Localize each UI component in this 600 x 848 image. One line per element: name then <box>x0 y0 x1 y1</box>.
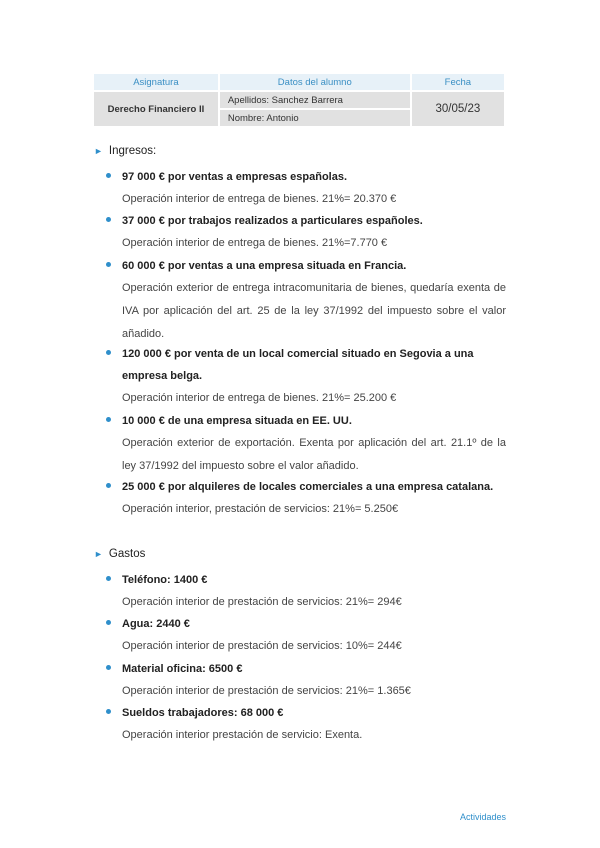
item-title: 10 000 € de una empresa situada en EE. UU. <box>122 415 352 427</box>
bullet-icon <box>106 417 111 422</box>
list-item <box>106 410 506 478</box>
item-title: Sueldos trabajadores: 68 000 € <box>122 707 284 719</box>
bullet-icon <box>106 620 111 625</box>
list-item <box>106 569 506 614</box>
item-description: Operación interior de entrega de bienes. 21%= 20.370 € <box>122 193 397 205</box>
item-description: Operación exterior de entrega intracomunitaria de bienes, quedaría exenta de IVA por aplicación del art. 25 de la ley 37/1992 del impuesto sobre el valor añadido. <box>122 282 506 340</box>
list-item <box>106 166 506 211</box>
bullet-icon <box>106 665 111 670</box>
item-title: 25 000 € por alquileres de locales comerciales a una empresa catalana. <box>122 481 494 493</box>
header-student-label: Datos del alumno <box>219 74 411 91</box>
ingresos-heading: ► Ingresos: <box>94 145 157 157</box>
apellidos-value: Apellidos: Sanchez Barrera <box>219 91 411 109</box>
list-item <box>106 613 506 658</box>
date-value: 30/05/23 <box>411 91 505 127</box>
item-title: 37 000 € por trabajos realizados a particulares españoles. <box>122 215 423 227</box>
bullet-icon <box>106 350 111 355</box>
list-item <box>106 702 506 747</box>
nombre-value: Nombre: Antonio <box>219 109 411 127</box>
footer-label: Actividades <box>459 812 506 822</box>
item-description: Operación exterior de exportación. Exenta por aplicación del art. 21.1º de la ley 37/1992 del impuesto sobre el valor añadido. <box>122 437 506 472</box>
triangle-right-icon: ► <box>94 146 103 156</box>
item-description: Operación interior de prestación de servicios: 21%= 1.365€ <box>122 685 411 697</box>
item-title: 120 000 € por venta de un local comercial situado en Segovia a una empresa belga. <box>122 348 474 382</box>
item-description: Operación interior de prestación de servicios: 21%= 294€ <box>122 596 402 608</box>
list-item <box>106 255 506 346</box>
item-description: Operación interior de entrega de bienes. 21%= 25.200 € <box>122 392 397 404</box>
item-description: Operación interior, prestación de servicios: 21%= 5.250€ <box>122 503 399 515</box>
list-item <box>106 210 506 255</box>
item-title: 60 000 € por ventas a una empresa situada en Francia. <box>122 260 407 272</box>
gastos-heading: ► Gastos <box>94 548 146 560</box>
bullet-icon <box>106 262 111 267</box>
list-item <box>106 343 506 410</box>
item-title: 97 000 € por ventas a empresas españolas. <box>122 171 348 183</box>
bullet-icon <box>106 576 111 581</box>
list-item <box>106 476 506 521</box>
list-item <box>106 658 506 703</box>
item-description: Operación interior de entrega de bienes. 21%=7.770 € <box>122 237 388 249</box>
bullet-icon <box>106 709 111 714</box>
triangle-right-icon: ► <box>94 549 103 559</box>
bullet-icon <box>106 173 111 178</box>
item-title: Material oficina: 6500 € <box>122 663 243 675</box>
item-title: Agua: 2440 € <box>122 618 190 630</box>
bullet-icon <box>106 483 111 488</box>
item-description: Operación interior de prestación de servicios: 10%= 244€ <box>122 640 402 652</box>
item-title: Teléfono: 1400 € <box>122 574 208 586</box>
header-subject-label: Asignatura <box>94 74 219 91</box>
header-table <box>94 74 506 128</box>
item-description: Operación interior prestación de servicio: Exenta. <box>122 729 363 741</box>
subject-value: Derecho Financiero II <box>94 91 219 127</box>
bullet-icon <box>106 217 111 222</box>
header-date-label: Fecha <box>411 74 505 91</box>
